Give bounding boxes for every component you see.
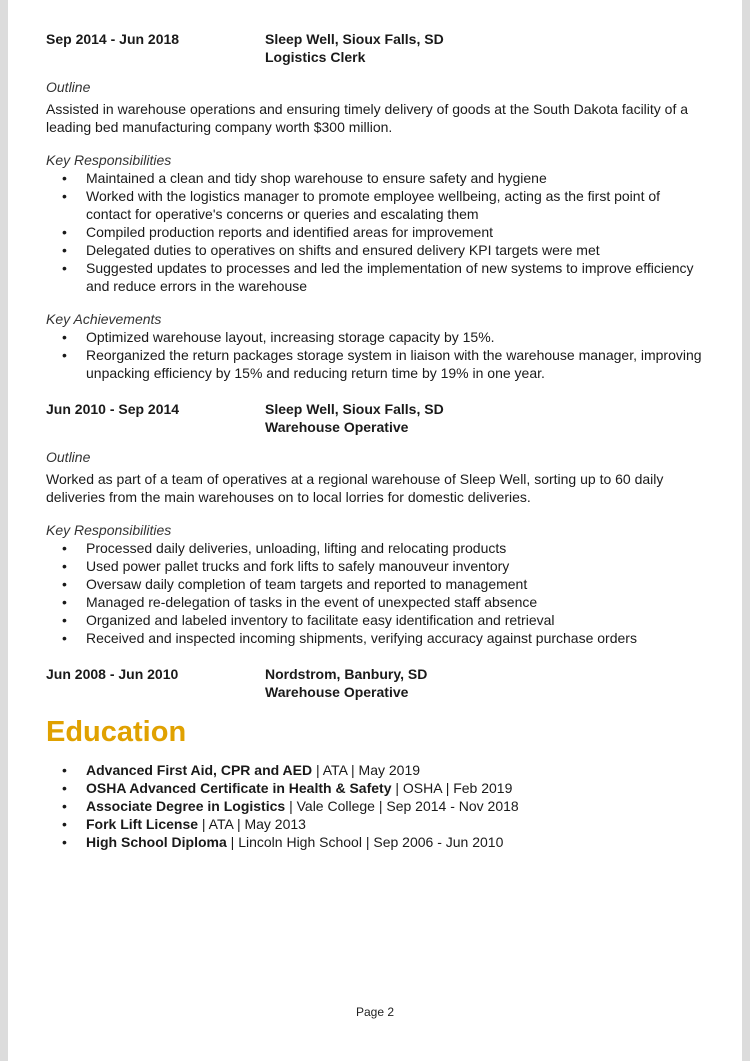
education-section <box>46 715 706 851</box>
job-company: Sleep Well, Sioux Falls, SD <box>265 31 444 47</box>
job-title: Logistics Clerk <box>265 49 366 65</box>
education-name: Associate Degree in Logistics <box>86 798 286 814</box>
job-place <box>265 30 706 66</box>
education-item <box>86 797 706 815</box>
list-item: • Delegated duties to operatives on shifts and ensured delivery KPI targets were met <box>86 241 706 259</box>
education-list <box>46 761 706 851</box>
education-details: | ATA | May 2013 <box>198 816 306 832</box>
education-name: Fork Lift License <box>86 816 199 832</box>
education-details: | OSHA | Feb 2019 <box>391 780 513 796</box>
list-item: • Worked with the logistics manager to promote employee wellbeing, acting as the first point of contact for operative's concerns or queries and escalating them <box>86 187 706 223</box>
resume-page <box>8 0 742 1061</box>
achievements-list <box>46 328 706 382</box>
list-item: • Maintained a clean and tidy shop warehouse to ensure safety and hygiene <box>86 169 706 187</box>
job-dates: Jun 2008 - Jun 2010 <box>46 666 179 682</box>
resume-content <box>46 30 706 851</box>
outline-label: Outline <box>46 79 91 95</box>
job-entry <box>46 665 706 701</box>
outline-text: Worked as part of a team of operatives at a regional warehouse of Sleep Well, sorting up to 60 daily deliveries from the main warehouses on to local lorries for domestic deliveries. <box>46 471 664 505</box>
outline-label: Outline <box>46 449 91 465</box>
responsibilities-label: Key Responsibilities <box>46 152 172 168</box>
list-item: • Organized and labeled inventory to facilitate easy identification and retrieval <box>86 611 706 629</box>
education-name: OSHA Advanced Certificate in Health & Safety <box>86 780 392 796</box>
education-item <box>86 779 706 797</box>
job-header <box>46 30 706 66</box>
education-item <box>86 815 706 833</box>
job-title: Warehouse Operative <box>265 684 409 700</box>
job-header <box>46 665 706 701</box>
education-name: Advanced First Aid, CPR and AED <box>86 762 313 778</box>
list-item: • Suggested updates to processes and led the implementation of new systems to improve efficiency and reduce errors in the warehouse <box>86 259 706 295</box>
list-item: • Managed re-delegation of tasks in the event of unexpected staff absence <box>86 593 706 611</box>
job-place <box>265 400 706 436</box>
page-number: Page 2 <box>355 1005 395 1019</box>
responsibilities-list <box>46 169 706 295</box>
list-item: • Received and inspected incoming shipments, verifying accuracy against purchase orders <box>86 629 706 647</box>
education-name: High School Diploma <box>86 834 227 850</box>
list-item: • Processed daily deliveries, unloading, lifting and relocating products <box>86 539 706 557</box>
list-item: • Compiled production reports and identified areas for improvement <box>86 223 706 241</box>
education-details: | ATA | May 2019 <box>312 762 421 778</box>
education-details: | Vale College | Sep 2014 - Nov 2018 <box>285 798 519 814</box>
education-item <box>86 833 706 851</box>
job-entry <box>46 30 706 382</box>
job-entry <box>46 400 706 647</box>
education-heading: Education <box>46 716 187 748</box>
education-item <box>86 761 706 779</box>
education-details: | Lincoln High School | Sep 2006 - Jun 2010 <box>226 834 504 850</box>
list-item: • Oversaw daily completion of team targets and reported to management <box>86 575 706 593</box>
list-item: • Used power pallet trucks and fork lifts to safely manouveur inventory <box>86 557 706 575</box>
outline-text: Assisted in warehouse operations and ensuring timely delivery of goods at the South Dakota facility of a leading bed manufacturing company worth $300 million. <box>46 101 689 135</box>
job-title: Warehouse Operative <box>265 419 409 435</box>
achievements-label: Key Achievements <box>46 311 162 327</box>
list-item: • Reorganized the return packages storage system in liaison with the warehouse manager, improving unpacking efficiency by 15% and reducing return time by 19% in one year. <box>86 346 706 382</box>
responsibilities-label: Key Responsibilities <box>46 522 172 538</box>
job-place <box>265 665 706 701</box>
job-dates: Jun 2010 - Sep 2014 <box>46 401 180 417</box>
job-company: Sleep Well, Sioux Falls, SD <box>265 401 444 417</box>
list-item: • Optimized warehouse layout, increasing storage capacity by 15%. <box>86 328 706 346</box>
job-dates: Sep 2014 - Jun 2018 <box>46 31 180 47</box>
job-company: Nordstrom, Banbury, SD <box>265 666 428 682</box>
job-header <box>46 400 706 436</box>
responsibilities-list <box>46 539 706 647</box>
